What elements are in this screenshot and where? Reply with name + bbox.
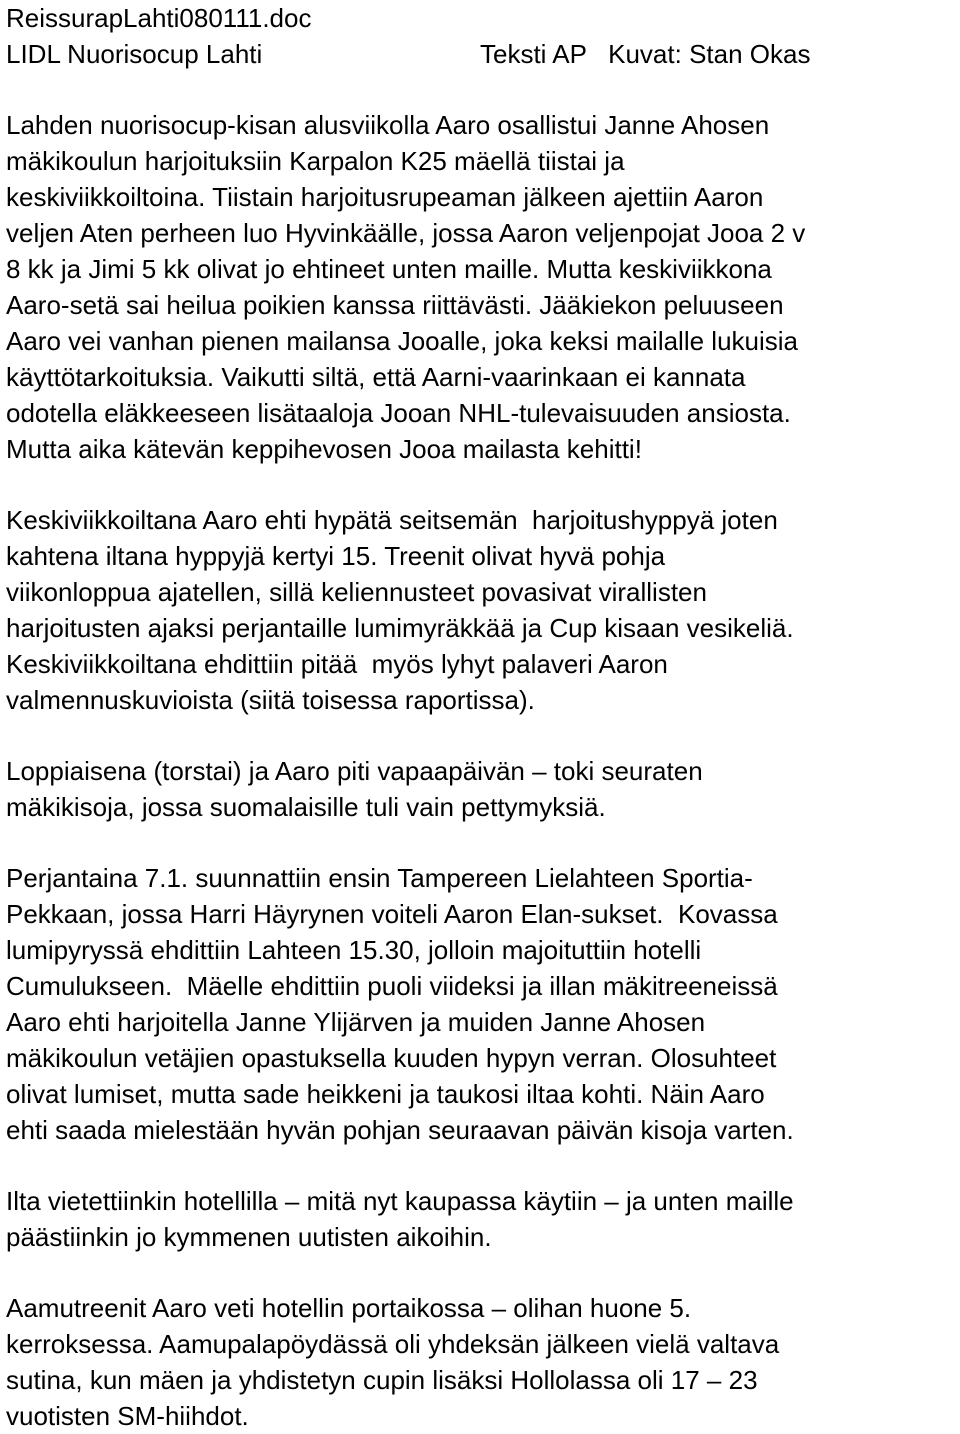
document-header-row <box>6 36 956 72</box>
text-line: kerroksessa. Aamupalapöydässä oli yhdeksän jälkeen vielä valtava <box>6 1329 780 1359</box>
text-line: veljen Aten perheen luo Hyvinkäälle, jossa Aaron veljenpojat Jooa 2 v <box>6 218 806 248</box>
text-line: mäkikoulun harjoituksiin Karpalon K25 mäellä tiistai ja <box>6 146 625 176</box>
paragraph <box>6 107 956 467</box>
text-line: viikonloppua ajatellen, sillä keliennusteet povasivat virallisten <box>6 577 707 607</box>
text-line: Aaro ehti harjoitella Janne Ylijärven ja muiden Janne Ahosen <box>6 1007 706 1037</box>
text-line: vuotisten SM-hiihdot. <box>6 1401 249 1431</box>
text-line: Cumulukseen. Mäelle ehdittiin puoli viideksi ja illan mäkitreeneissä <box>6 971 778 1001</box>
text-line: odotella eläkkeeseen lisätaaloja Jooan NHL-tulevaisuuden ansiosta. <box>6 398 791 428</box>
text-line: mäkikoulun vetäjien opastuksella kuuden hypyn verran. Olosuhteet <box>6 1043 777 1073</box>
paragraph <box>6 502 956 718</box>
text-line: keskiviikkoiltoina. Tiistain harjoitusrupeaman jälkeen ajettiin Aaron <box>6 182 764 212</box>
text-line: lumipyryssä ehdittiin Lahteen 15.30, jolloin majoituttiin hotelli <box>6 935 702 965</box>
text-line: päästiinkin jo kymmenen uutisten aikoihin. <box>6 1222 492 1252</box>
document-filename: ReissurapLahti080111.doc <box>6 3 312 33</box>
paragraph <box>6 1183 956 1255</box>
paragraph-gap <box>6 1255 956 1290</box>
paragraph <box>6 1290 956 1434</box>
text-line: mäkikisoja, jossa suomalaisille tuli vain pettymyksiä. <box>6 792 606 822</box>
text-line: ehti saada mielestään hyvän pohjan seuraavan päivän kisoja varten. <box>6 1115 794 1145</box>
text-line: harjoitusten ajaksi perjantaille lumimyräkkää ja Cup kisaan vesikeliä. <box>6 613 794 643</box>
text-line: Lahden nuorisocup-kisan alusviikolla Aaro osallistui Janne Ahosen <box>6 110 770 140</box>
text-line: Keskiviikkoiltana Aaro ehti hypätä seitsemän harjoitushyppyä joten <box>6 505 778 535</box>
body-text <box>6 107 956 1434</box>
text-line: sutina, kun mäen ja yhdistetyn cupin lisäksi Hollolassa oli 17 – 23 <box>6 1365 758 1395</box>
document-page <box>6 0 956 1434</box>
text-line: Pekkaan, jossa Harri Häyrynen voiteli Aaron Elan-sukset. Kovassa <box>6 899 778 929</box>
text-line: Perjantaina 7.1. suunnattiin ensin Tampereen Lielahteen Sportia- <box>6 863 753 893</box>
paragraph-gap <box>6 825 956 860</box>
text-line: olivat lumiset, mutta sade heikkeni ja taukosi iltaa kohti. Näin Aaro <box>6 1079 765 1109</box>
paragraph <box>6 860 956 1148</box>
text-line: 8 kk ja Jimi 5 kk olivat jo ehtineet unten maille. Mutta keskiviikkona <box>6 254 772 284</box>
text-line: Loppiaisena (torstai) ja Aaro piti vapaapäivän – toki seuraten <box>6 756 703 786</box>
event-title: LIDL Nuorisocup Lahti <box>6 39 263 69</box>
paragraph-gap <box>6 467 956 502</box>
text-line: Aaro-setä sai heilua poikien kanssa riittävästi. Jääkiekon peluuseen <box>6 290 784 320</box>
text-line: Keskiviikkoiltana ehdittiin pitää myös lyhyt palaveri Aaron <box>6 649 668 679</box>
paragraph <box>6 753 956 825</box>
text-line: valmennuskuvioista (siitä toisessa raportissa). <box>6 685 535 715</box>
paragraph-gap <box>6 718 956 753</box>
text-line: Aaro vei vanhan pienen mailansa Jooalle, joka keksi mailalle lukuisia <box>6 326 798 356</box>
text-line: käyttötarkoituksia. Vaikutti siltä, että Aarni-vaarinkaan ei kannata <box>6 362 746 392</box>
text-line: Aamutreenit Aaro veti hotellin portaikossa – olihan huone 5. <box>6 1293 692 1323</box>
text-line: kahtena iltana hyppyjä kertyi 15. Treenit olivat hyvä pohja <box>6 541 666 571</box>
text-line: Mutta aika kätevän keppihevosen Jooa mailasta kehitti! <box>6 434 642 464</box>
paragraph-gap <box>6 1148 956 1183</box>
credits: Teksti AP Kuvat: Stan Okas <box>480 39 811 69</box>
spacer <box>6 72 956 107</box>
text-line: Ilta vietettiinkin hotellilla – mitä nyt kaupassa käytiin – ja unten maille <box>6 1186 794 1216</box>
